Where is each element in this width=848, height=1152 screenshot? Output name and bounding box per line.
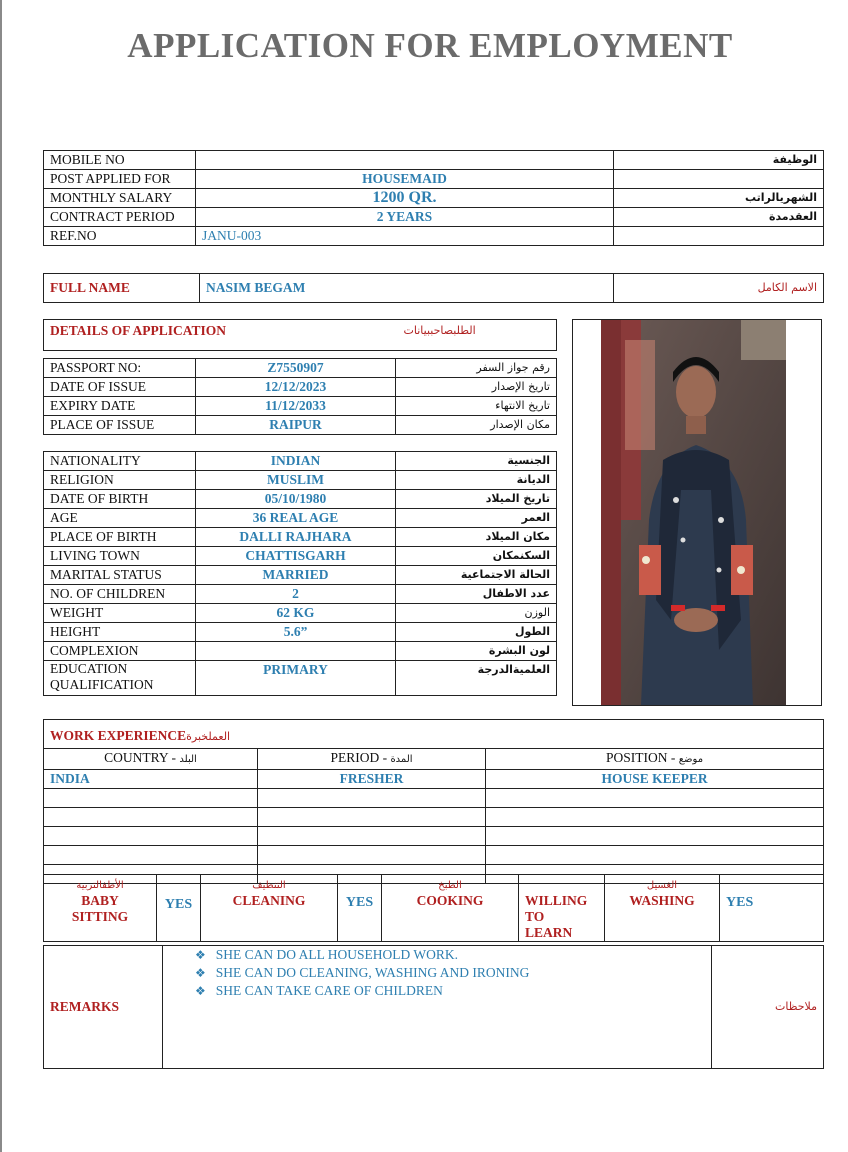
table-row — [44, 661, 557, 696]
table-row — [44, 452, 557, 471]
row-label: DATE OF BIRTH — [44, 490, 196, 509]
willing-to-learn — [519, 875, 605, 942]
weight-value: 62 KG — [196, 604, 396, 623]
skill-label: BABY — [81, 893, 119, 908]
row-arabic: العقدمدة — [614, 208, 824, 227]
row-label: EXPIRY DATE — [44, 397, 196, 416]
empty-cell — [486, 789, 824, 808]
table-row — [44, 471, 557, 490]
list-item — [195, 946, 705, 964]
table-row — [44, 274, 824, 303]
skill-label: COOKING — [416, 893, 484, 908]
row-arabic: العلميةالدرجة — [396, 661, 557, 696]
dob-value: 05/10/1980 — [196, 490, 396, 509]
remarks-table — [43, 945, 824, 1069]
table-row — [44, 808, 824, 827]
col-position — [486, 749, 824, 770]
row-arabic — [614, 170, 824, 189]
table-row — [44, 827, 824, 846]
skill-label: SITTING — [71, 909, 129, 924]
table-row — [44, 416, 557, 435]
bullet-icon: ❖ — [195, 966, 206, 980]
answer-yes: YES — [164, 897, 193, 912]
row-label: NATIONALITY — [44, 452, 196, 471]
empty-cell — [486, 846, 824, 865]
empty-cell — [258, 846, 486, 865]
answer-yes: YES — [345, 895, 374, 910]
remark-text: SHE CAN DO CLEANING, WASHING AND IRONING — [215, 965, 530, 980]
empty-cell — [258, 789, 486, 808]
bullet-icon: ❖ — [195, 984, 206, 998]
row-label: RELIGION — [44, 471, 196, 490]
empty-cell — [44, 808, 258, 827]
row-arabic: الطول — [396, 623, 557, 642]
age-value: 36 REAL AGE — [196, 509, 396, 528]
work-period: FRESHER — [258, 770, 486, 789]
remark-text: SHE CAN TAKE CARE OF CHILDREN — [215, 983, 443, 998]
row-arabic: مكان الميلاد — [396, 528, 557, 547]
table-row — [44, 623, 557, 642]
ref-value: JANU-003 — [196, 227, 614, 246]
work-experience-table — [43, 719, 824, 884]
col-position-label: POSITION - — [605, 750, 676, 765]
row-arabic: الديانة — [396, 471, 557, 490]
skill-label: WASHING — [629, 893, 695, 908]
empty-cell — [44, 846, 258, 865]
birthplace-value: DALLI RAJHARA — [196, 528, 396, 547]
work-header-label: WORK EXPERIENCE — [50, 728, 187, 743]
table-row — [44, 566, 557, 585]
row-arabic: الوظيفة — [614, 151, 824, 170]
empty-cell — [258, 808, 486, 827]
remarks-content — [163, 946, 712, 1069]
height-value: 5.6” — [196, 623, 396, 642]
row-label: PLACE OF BIRTH — [44, 528, 196, 547]
row-label: DATE OF ISSUE — [44, 378, 196, 397]
row-label: MOBILE NO — [44, 151, 196, 170]
nationality-value: INDIAN — [196, 452, 396, 471]
post-value: HOUSEMAID — [196, 170, 614, 189]
contract-value: 2 YEARS — [196, 208, 614, 227]
table-row — [44, 875, 824, 942]
row-arabic: عدد الاطفال — [396, 585, 557, 604]
mobile-value — [196, 151, 614, 170]
row-label: WEIGHT — [44, 604, 196, 623]
full-name-label: FULL NAME — [44, 274, 200, 303]
row-arabic: العمر — [396, 509, 557, 528]
passport-table — [43, 358, 557, 435]
row-label: NO. OF CHILDREN — [44, 585, 196, 604]
work-header — [44, 720, 824, 749]
table-row — [44, 585, 557, 604]
table-row — [44, 320, 557, 351]
table-row — [44, 770, 824, 789]
row-label: HEIGHT — [44, 623, 196, 642]
skill-cleaning — [201, 875, 338, 942]
willing-label: LEARN — [525, 925, 573, 940]
col-country — [44, 749, 258, 770]
row-arabic: تاريخ الانتهاء — [396, 397, 557, 416]
table-row — [44, 946, 824, 1069]
passport-no-value: Z7550907 — [196, 359, 396, 378]
row-arabic: الشهريالراتب — [614, 189, 824, 208]
salary-value: 1200 QR. — [196, 189, 614, 208]
row-arabic: الحالة الاجتماعية — [396, 566, 557, 585]
issue-date-value: 12/12/2023 — [196, 378, 396, 397]
skills-table — [43, 874, 824, 942]
row-arabic: الجنسية — [396, 452, 557, 471]
complexion-value — [196, 642, 396, 661]
full-name-value: NASIM BEGAM — [200, 274, 614, 303]
row-arabic: تاريخ الميلاد — [396, 490, 557, 509]
table-row — [44, 189, 824, 208]
skill-arabic: الطبخ — [438, 880, 462, 891]
row-label: MONTHLY SALARY — [44, 189, 196, 208]
table-row — [44, 642, 557, 661]
table-row — [44, 151, 824, 170]
details-header — [43, 319, 557, 351]
row-arabic: رقم جواز السفر — [396, 359, 557, 378]
row-label: REF.NO — [44, 227, 196, 246]
empty-cell — [44, 827, 258, 846]
education-label: EDUCATION — [50, 661, 128, 676]
details-arabic: الطلبصاحببيانات — [344, 320, 557, 351]
living-town-value: CHATTISGARH — [196, 547, 396, 566]
answer-yes: YES — [726, 895, 754, 910]
qualification-label: QUALIFICATION — [50, 677, 154, 692]
skill-washing — [605, 875, 720, 942]
row-arabic: لون البشرة — [396, 642, 557, 661]
page-title: APPLICATION FOR EMPLOYMENT — [127, 26, 733, 65]
row-label — [44, 661, 196, 696]
col-period-label: PERIOD - — [330, 750, 388, 765]
table-row — [44, 604, 557, 623]
applicant-photo — [572, 319, 822, 706]
skill-arabic: الغسيل — [646, 880, 678, 891]
bullet-icon: ❖ — [195, 948, 206, 962]
work-country: INDIA — [44, 770, 258, 789]
remarks-list — [195, 946, 705, 1000]
table-row — [44, 749, 824, 770]
empty-cell — [258, 827, 486, 846]
skill-answer — [720, 875, 824, 942]
willing-label: WILLING — [525, 893, 588, 908]
skill-baby-sitting — [44, 875, 157, 942]
row-label: MARITAL STATUS — [44, 566, 196, 585]
list-item — [195, 964, 705, 982]
skill-arabic: التنظيف — [252, 880, 286, 891]
col-country-label: COUNTRY - — [104, 750, 177, 765]
table-row — [44, 208, 824, 227]
table-row — [44, 378, 557, 397]
table-row — [44, 359, 557, 378]
table-row — [44, 528, 557, 547]
table-row — [44, 397, 557, 416]
full-name-arabic: الاسم الكامل — [614, 274, 824, 303]
table-row — [44, 490, 557, 509]
row-label: CONTRACT PERIOD — [44, 208, 196, 227]
table-row — [44, 789, 824, 808]
applicant-photo-image — [601, 320, 786, 705]
full-name-table — [43, 273, 824, 303]
work-position: HOUSE KEEPER — [486, 770, 824, 789]
empty-cell — [486, 808, 824, 827]
place-of-issue-value: RAIPUR — [196, 416, 396, 435]
job-info-table — [43, 150, 824, 246]
table-row — [44, 227, 824, 246]
row-arabic: الوزن — [396, 604, 557, 623]
personal-table — [43, 451, 557, 696]
table-row — [44, 720, 824, 749]
row-arabic — [614, 227, 824, 246]
expiry-date-value: 11/12/2033 — [196, 397, 396, 416]
remarks-arabic: ملاحظات — [712, 946, 824, 1069]
table-row — [44, 509, 557, 528]
empty-cell — [486, 827, 824, 846]
col-period — [258, 749, 486, 770]
empty-cell — [44, 789, 258, 808]
willing-label: TO — [525, 909, 545, 924]
row-label: COMPLEXION — [44, 642, 196, 661]
row-label: AGE — [44, 509, 196, 528]
row-arabic: السكنمكان — [396, 547, 557, 566]
list-item — [195, 982, 705, 1000]
skill-answer — [157, 875, 201, 942]
remark-text: SHE CAN DO ALL HOUSEHOLD WORK. — [215, 947, 459, 962]
row-label: PLACE OF ISSUE — [44, 416, 196, 435]
page-edge — [0, 0, 2, 1152]
row-arabic: تاريخ الإصدار — [396, 378, 557, 397]
children-value: 2 — [196, 585, 396, 604]
details-label: DETAILS OF APPLICATION — [44, 320, 344, 351]
row-label: POST APPLIED FOR — [44, 170, 196, 189]
marital-status-value: MARRIED — [196, 566, 396, 585]
table-row — [44, 547, 557, 566]
education-value: PRIMARY — [196, 661, 396, 696]
table-row — [44, 846, 824, 865]
skill-cooking — [382, 875, 519, 942]
table-row — [44, 170, 824, 189]
skill-label: CLEANING — [232, 893, 306, 908]
row-label: PASSPORT NO: — [44, 359, 196, 378]
row-label: LIVING TOWN — [44, 547, 196, 566]
col-country-arabic: البلد — [179, 754, 197, 765]
row-arabic: مكان الإصدار — [396, 416, 557, 435]
skill-answer — [338, 875, 382, 942]
col-period-arabic: المدة — [390, 754, 413, 765]
col-position-arabic: موضع — [678, 754, 704, 765]
religion-value: MUSLIM — [196, 471, 396, 490]
skill-arabic: الأطفالتربية — [76, 880, 124, 891]
work-header-arabic: العملخبرة — [186, 730, 231, 743]
remarks-label: REMARKS — [44, 946, 163, 1069]
